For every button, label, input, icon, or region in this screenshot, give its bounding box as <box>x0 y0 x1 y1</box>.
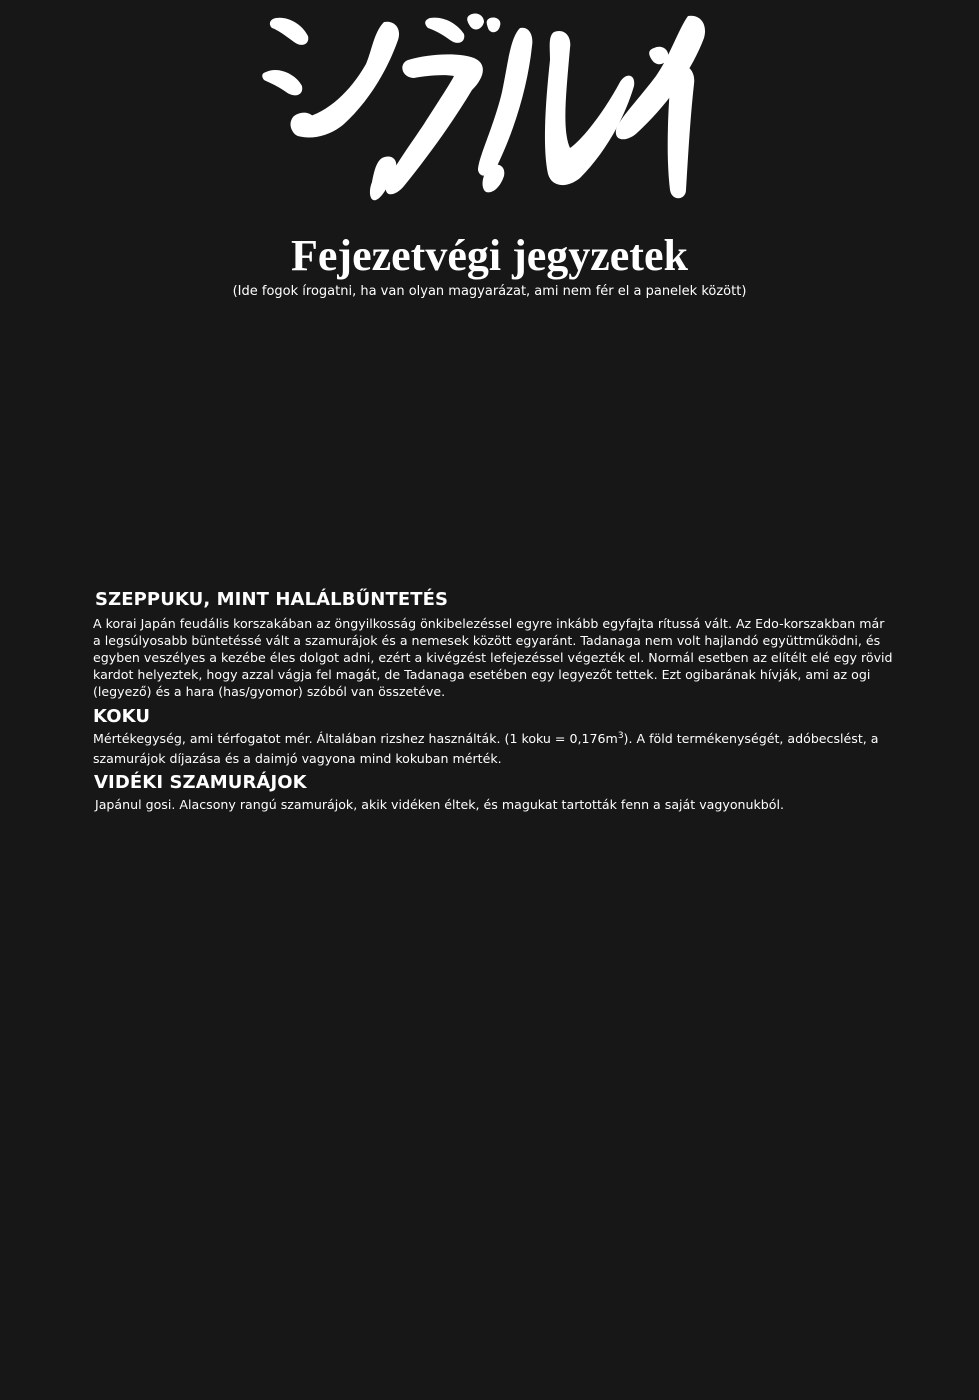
note-heading: SZEPPUKU, MINT HALÁLBŰNTETÉS <box>95 589 449 610</box>
note-heading: VIDÉKI SZAMURÁJOK <box>94 772 307 793</box>
page-subtitle: (Ide fogok írogatni, ha van olyan magyarázat, ami nem fér el a panelek között) <box>232 284 747 299</box>
endnotes-list <box>93 588 893 813</box>
note-heading: KOKU <box>93 706 151 727</box>
note-body: A korai Japán feudális korszakában az öngyilkosság önkibelezéssel egyre inkább egyfajta rítussá vált. Az Edo-korszakban már a legsúlyosabb büntetéssé vált a szamurájok és a nemesek között egyaránt. Tadanaga nem volt hajlandó együttműködni, és egyben veszélyes a kezébe éles dolgot adni, ezért a kivégzést lefejezéssel végezték el. Normál esetben az elítélt elé egy rövid kardot helyeztek, hogy azzal vágja fel magát, de Tadanaga esetében egy legyezőt tettek. Ezt ogibarának hívják, ami az ogi (legyező) és a hara (has/gyomor) szóból van összetéve. <box>93 616 893 699</box>
note-body-text: ). A föld termékenységét, adóbecslést, a szamurájok díjazása és a daimjó vagyona mind kokuban mérték. <box>93 731 879 766</box>
page-title: Fejezetvégi jegyzetek <box>291 231 688 280</box>
note-koku <box>93 705 893 769</box>
note-body: Japánul gosi. Alacsony rangú szamurájok, akik vidéken éltek, és magukat tartották fenn a saját vagyonukból. <box>95 797 784 812</box>
note-body-text: Mértékegység, ami térfogatot mér. Általában rizshez használták. (1 koku = 0,176m <box>93 731 618 746</box>
brush-calligraphy-logo-icon <box>258 8 714 204</box>
note-body <box>93 729 893 769</box>
note-rural-samurai <box>93 771 893 813</box>
superscript: 3 <box>617 730 624 741</box>
note-seppuku <box>93 588 893 700</box>
